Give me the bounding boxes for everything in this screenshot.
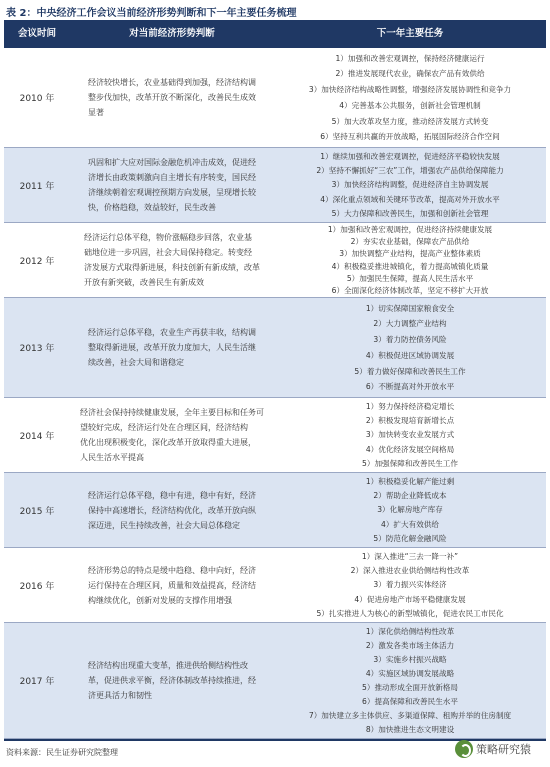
assessment-line: 经济运行总体平稳，物价涨幅稳步回落，农业基	[84, 233, 252, 242]
assessment-line: 构继续优化，创新对发展的支撑作用增强	[88, 595, 232, 605]
assessment-line: 深迈进，民生持续改善，社会大局总体稳定	[88, 520, 240, 530]
task-item: 3）着力防控债务风险	[373, 335, 447, 345]
table-row	[4, 298, 546, 398]
assessment-line: 显著	[88, 108, 104, 117]
assessment-line: 经济运行总体平稳，农业生产再获丰收，结构调	[88, 328, 256, 337]
task-item: 2）深入推进农业供给侧结构性改革	[350, 566, 470, 576]
task-item: 2）帮助企业降低成本	[373, 491, 447, 501]
meeting-year: 2017 年	[19, 677, 55, 687]
task-item: 4）促进房地产市场平稳健康发展	[354, 594, 466, 604]
task-item: 7）加快建立多主体供应、多渠道保障、租购并举的住房制度	[308, 711, 512, 720]
task-item: 4）深化重点领域和关键环节改革，提高对外开放水平	[320, 194, 500, 204]
meeting-year: 2010 年	[19, 94, 55, 104]
table-row	[4, 398, 546, 473]
assessment-line: 人民生活水平提高	[80, 453, 144, 462]
task-list	[274, 548, 546, 622]
assessment-line: 经济社会保持持续健康发展，全年主要目标和任务可	[80, 408, 264, 417]
header-tasks: 下一年主要任务	[376, 28, 444, 39]
assessment-line: 济增长由政策刺激向自主增长有序转变，国民经	[88, 173, 256, 182]
task-list	[274, 223, 546, 297]
task-item: 5）防范化解金融风险	[373, 533, 447, 543]
economic-assessment	[70, 223, 274, 297]
task-item: 8）加快推进生态文明建设	[365, 725, 455, 734]
task-item: 1）加强和改善宏观调控，保持经济健康运行	[335, 53, 485, 63]
economic-assessment	[70, 548, 274, 622]
table-row	[4, 548, 546, 623]
task-item: 5）加强保障和改善民生工作	[362, 458, 458, 468]
table-row	[4, 48, 546, 148]
economic-assessment	[70, 623, 274, 738]
economic-assessment	[70, 298, 274, 397]
task-item: 1）深化供给侧结构性改革	[365, 627, 455, 636]
task-item: 2）积极发现培育新增长点	[365, 416, 455, 426]
assessment-line: 优化出现积极变化，深化改革开放取得重大进展，	[80, 438, 256, 447]
task-item: 3）加快经济结构战略性调整，增强经济发展协调性和竞争力	[308, 85, 512, 95]
assessment-line: 经济较快增长，农业基础得到加强，经济结构调	[88, 78, 256, 87]
table-row	[4, 473, 546, 548]
assessment-line: 续改善，社会大局和谐稳定	[88, 358, 184, 367]
assessment-line: 开放有新突破，改善民生有新成效	[84, 278, 204, 287]
task-item: 6）提高保障和改善民生水平	[362, 697, 458, 706]
meeting-year: 2016 年	[19, 581, 55, 592]
task-item: 6）全面深化经济体制改革，坚定不移扩大开放	[331, 285, 489, 295]
task-item: 5）着力做好保障和改善民生工作	[354, 366, 466, 376]
table-row	[4, 148, 546, 223]
watermark-text: 策略研究猿	[476, 743, 531, 756]
task-item: 1）努力保持经济稳定增长	[365, 402, 455, 412]
task-list	[274, 398, 546, 472]
task-list	[274, 48, 546, 147]
assessment-line: 经济结构出现重大变革，推进供给侧结构性改	[88, 661, 248, 670]
task-item: 1）深入推进“三去一降一补”	[361, 552, 459, 562]
assessment-line: 快，价格趋稳，效益较好，民生改善	[88, 203, 216, 212]
task-item: 3）着力振兴实体经济	[373, 580, 447, 590]
task-list	[274, 148, 546, 222]
assessment-line: 保持中高速增长，经济结构优化，改革开放向纵	[88, 505, 256, 515]
task-item: 2）坚持不懈抓好“三农”工作，增强农产品供给保障能力	[316, 166, 504, 176]
meeting-year: 2011 年	[19, 181, 55, 192]
assessment-line: 整步伐加快，改革开放不断深化，改善民生成效	[88, 93, 256, 102]
assessment-line: 础地位进一步巩固，社会大局保持稳定。转变经	[84, 248, 252, 257]
task-item: 5）大力保障和改善民生，加强和创新社会管理	[331, 208, 489, 218]
assessment-line: 运行保持在合理区间，质量和效益提高，经济结	[88, 580, 256, 590]
task-item: 4）完善基本公共服务，创新社会管理机制	[339, 100, 481, 110]
assessment-line: 整取得新进展，改革开放力度加大，人民生活继	[88, 343, 256, 352]
task-item: 4）扩大有效供给	[381, 519, 439, 529]
task-item: 5）推动形成全面开放新格局	[362, 683, 458, 692]
task-item: 3）加快转变农业发展方式	[365, 430, 455, 440]
task-item: 1）积极稳妥化解产能过剩	[365, 477, 455, 487]
assessment-line: 济更具活力和韧性	[88, 691, 152, 700]
task-list	[274, 623, 546, 738]
task-item: 5）加大改革攻坚力度，推动经济发展方式转变	[331, 116, 489, 126]
task-list	[274, 298, 546, 397]
task-item: 1）切实保障国家粮食安全	[365, 303, 455, 313]
watermark	[455, 738, 547, 760]
header-assessment: 对当前经济形势判断	[129, 28, 215, 39]
task-item: 2）推进发展现代农业，确保农产品有效供给	[335, 69, 485, 79]
task-item: 1）继续加强和改善宏观调控，促进经济平稳较快发展	[320, 152, 500, 162]
economic-assessment	[70, 48, 274, 147]
assessment-line: 济继续朝着宏观调控预期方向发展，呈现增长较	[88, 188, 256, 197]
task-item: 2）激发各类市场主体活力	[365, 641, 455, 650]
assessment-line: 济发展方式取得新进展，科技创新有新成绩，改革	[84, 263, 260, 272]
task-list	[274, 473, 546, 547]
task-item: 4）积极稳妥推进城镇化，着力提高城镇化质量	[331, 261, 489, 271]
task-item: 1）加强和改善宏观调控，促进经济持续健康发展	[327, 225, 493, 235]
task-item: 4）实施区域协调发展战略	[365, 669, 455, 678]
task-item: 4）优化经济发展空间格局	[365, 444, 455, 454]
meeting-year: 2013 年	[19, 344, 55, 354]
task-item: 2）大力调整产业结构	[373, 319, 447, 329]
economic-assessment	[70, 398, 274, 472]
economic-assessment	[70, 473, 274, 547]
task-item: 3）实施乡村振兴战略	[373, 655, 447, 664]
table-header	[4, 20, 546, 48]
assessment-line: 巩固和扩大应对国际金融危机冲击成效，促进经	[88, 158, 256, 167]
assessment-line: 望较好完成，经济运行处在合理区间，经济结构	[80, 423, 248, 432]
meeting-year: 2012 年	[19, 256, 55, 267]
economic-assessment	[70, 148, 274, 222]
task-item: 6）坚持互利共赢的开放战略，拓展国际经济合作空间	[320, 132, 500, 142]
header-meeting-time: 会议时间	[17, 28, 56, 39]
wechat-logo-icon	[455, 740, 473, 758]
source-note: 资料来源：民生证券研究院整理	[6, 748, 118, 757]
task-item: 2）夯实农业基础，保障农产品供给	[350, 237, 470, 247]
meeting-year: 2014 年	[19, 431, 55, 442]
task-item: 3）加快经济结构调整，促进经济自主协调发展	[331, 180, 489, 190]
table-row	[4, 623, 546, 739]
table-caption: 表 2：中央经济工作会议当前经济形势判断和下一年主要任务梳理	[6, 8, 297, 19]
task-item: 3）加快调整产业结构，提高产业整体素质	[339, 249, 481, 259]
assessment-line: 经济形势总的特点是缓中趋稳、稳中向好，经济	[88, 565, 256, 575]
task-item: 3）化解房地产库存	[377, 505, 443, 515]
meeting-year: 2015 年	[19, 506, 55, 517]
task-item: 6）不断提高对外开放水平	[365, 382, 455, 392]
task-item: 4）积极促进区域协调发展	[365, 350, 455, 360]
task-item: 5）扎实推进人为核心的新型城镇化，促进农民工市民化	[316, 608, 504, 618]
assessment-line: 经济运行总体平稳，稳中有进，稳中有好，经济	[88, 490, 256, 500]
assessment-line: 革，促进供求平衡，经济体制改革持续推进，经	[88, 676, 256, 685]
table-row	[4, 223, 546, 298]
task-item: 5）加强民生保障，提高人民生活水平	[346, 273, 474, 283]
